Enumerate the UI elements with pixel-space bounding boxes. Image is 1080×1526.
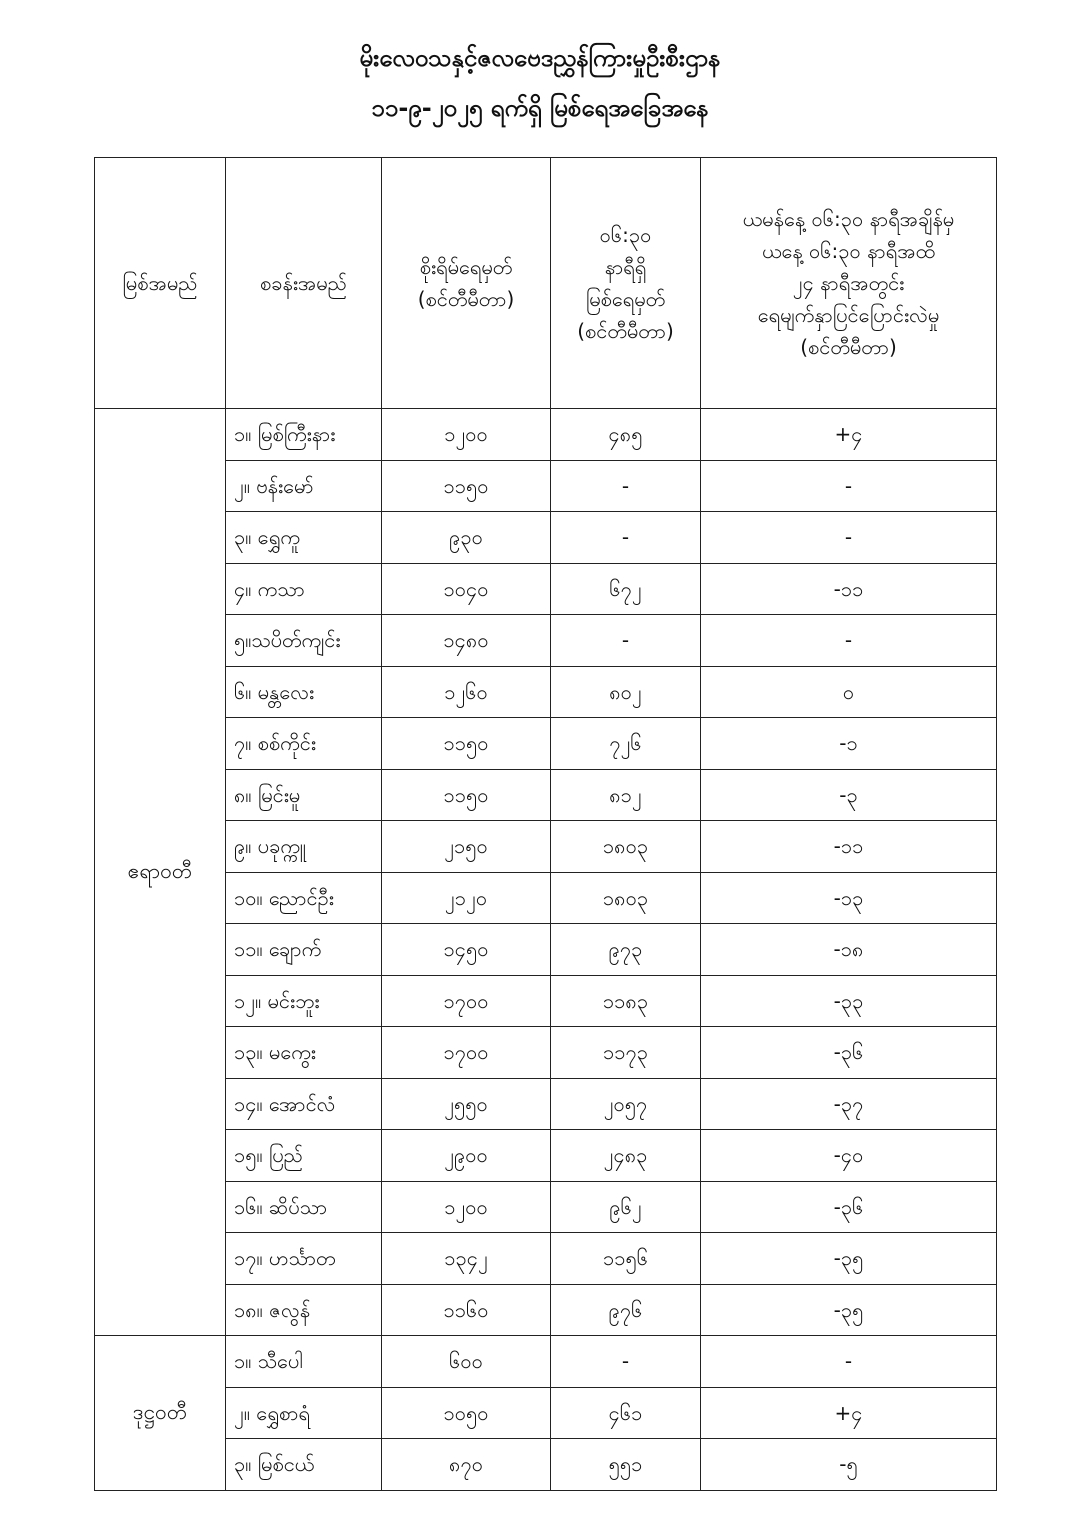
station-cell: ၁၁။ ချောက်	[226, 924, 382, 976]
header-line: စိုးရိမ်ရေမှတ်	[419, 255, 513, 279]
change-cell: -	[701, 1336, 997, 1388]
danger-level-cell: ၁၂၀၀	[382, 409, 551, 461]
danger-level-cell: ၂၁၅၀	[382, 821, 551, 873]
water-level-cell: ၂၀၅၇	[551, 1078, 701, 1130]
water-level-cell: ၆၇၂	[551, 563, 701, 615]
danger-level-cell: ၁၄၈၀	[382, 615, 551, 667]
change-cell: -	[701, 512, 997, 564]
header-water-level	[551, 158, 701, 409]
water-level-cell: ၁၈၀၃	[551, 872, 701, 924]
danger-level-cell: ၁၁၆၀	[382, 1284, 551, 1336]
water-level-cell: ၄၆၁	[551, 1387, 701, 1439]
station-cell: ၄။ ကသာ	[226, 563, 382, 615]
station-cell: ၁၅။ ပြည်	[226, 1130, 382, 1182]
table-row	[95, 1439, 997, 1491]
table-row	[95, 1233, 997, 1285]
table-row	[95, 718, 997, 770]
water-level-cell: ၁၁၅၆	[551, 1233, 701, 1285]
water-level-cell: -	[551, 512, 701, 564]
table-row	[95, 666, 997, 718]
danger-level-cell: ၁၃၄၂	[382, 1233, 551, 1285]
table-row	[95, 1130, 997, 1182]
danger-level-cell: ၁၇၀၀	[382, 975, 551, 1027]
station-cell: ၉။ ပခုက္ကူ	[226, 821, 382, 873]
change-cell: -	[701, 460, 997, 512]
table-row	[95, 1027, 997, 1079]
danger-level-cell: ၁၁၅၀	[382, 460, 551, 512]
water-level-cell: ၁၁၈၃	[551, 975, 701, 1027]
header-danger-level	[382, 158, 551, 409]
station-cell: ၇။ စစ်ကိုင်း	[226, 718, 382, 770]
danger-level-cell: ၁၂၆၀	[382, 666, 551, 718]
water-level-cell: ၈၀၂	[551, 666, 701, 718]
change-cell: -၃၅	[701, 1284, 997, 1336]
change-cell: -၃၅	[701, 1233, 997, 1285]
header-line: (စင်တီမီတာ)	[577, 319, 674, 343]
station-cell: ၈။ မြင်းမူ	[226, 769, 382, 821]
table-row	[95, 1078, 997, 1130]
danger-level-cell: ၁၁၅၀	[382, 769, 551, 821]
change-cell: -၃၇	[701, 1078, 997, 1130]
change-cell: -၁၁	[701, 821, 997, 873]
water-level-cell: ၉၆၂	[551, 1181, 701, 1233]
water-level-cell: ၉၇၆	[551, 1284, 701, 1336]
station-cell: ၁၄။ အောင်လံ	[226, 1078, 382, 1130]
river-name-cell: ဧရာဝတီ	[95, 409, 226, 1336]
header-line: မြစ်ရေမှတ်	[585, 287, 666, 311]
change-cell: -	[701, 615, 997, 667]
header-line: ၂၄ နာရီအတွင်း	[792, 271, 905, 295]
danger-level-cell: ၈၇၀	[382, 1439, 551, 1491]
change-cell: +၄	[701, 1387, 997, 1439]
station-cell: ၁၃။ မကွေး	[226, 1027, 382, 1079]
water-level-cell: ၁၁၇၃	[551, 1027, 701, 1079]
station-cell: ၁၆။ ဆိပ်သာ	[226, 1181, 382, 1233]
change-cell: -၁၁	[701, 563, 997, 615]
water-level-cell: ၁၈၀၃	[551, 821, 701, 873]
danger-level-cell: ၁၂၀၀	[382, 1181, 551, 1233]
station-cell: ၆။ မန္တလေး	[226, 666, 382, 718]
change-cell: -၃၃	[701, 975, 997, 1027]
header-line: (စင်တီမီတာ)	[417, 287, 515, 311]
station-cell: ၂။ ဗန်းမော်	[226, 460, 382, 512]
header-line: ရေမျက်နှာပြင်ပြောင်းလဲမှု	[757, 303, 940, 327]
change-cell: -၄၀	[701, 1130, 997, 1182]
danger-level-cell: ၉၃၀	[382, 512, 551, 564]
table-header-row	[95, 158, 997, 409]
river-name-cell: ဒုဋ္ဌဝတီ	[95, 1336, 226, 1491]
table-row	[95, 460, 997, 512]
station-cell: ၁၈။ ဇလွန်	[226, 1284, 382, 1336]
table-row	[95, 409, 997, 461]
station-cell: ၁၀။ ညောင်ဦး	[226, 872, 382, 924]
table-row	[95, 615, 997, 667]
danger-level-cell: ၂၉၀၀	[382, 1130, 551, 1182]
danger-level-cell: ၁၀၅၀	[382, 1387, 551, 1439]
danger-level-cell: ၂၅၅၀	[382, 1078, 551, 1130]
change-cell: -၃	[701, 769, 997, 821]
change-cell: +၄	[701, 409, 997, 461]
header-line: နာရီရှိ	[604, 255, 647, 279]
water-level-cell: ၉၇၃	[551, 924, 701, 976]
danger-level-cell: ၁၁၅၀	[382, 718, 551, 770]
table-row	[95, 975, 997, 1027]
page-title: မိုးလေဝသနှင့်ဇလဗေဒညွှန်ကြားမှုဦးစီးဌာန	[359, 44, 721, 72]
station-cell: ၁၇။ ဟင်္သာတ	[226, 1233, 382, 1285]
station-cell: ၅။သပိတ်ကျင်း	[226, 615, 382, 667]
water-level-cell: -	[551, 615, 701, 667]
change-cell: -၁	[701, 718, 997, 770]
water-level-cell: ၇၂၆	[551, 718, 701, 770]
table-row	[95, 512, 997, 564]
table-row	[95, 1387, 997, 1439]
table-row	[95, 1181, 997, 1233]
change-cell: -၃၆	[701, 1181, 997, 1233]
water-level-cell: -	[551, 1336, 701, 1388]
danger-level-cell: ၁၄၅၀	[382, 924, 551, 976]
header-station: စခန်းအမည်	[226, 158, 382, 409]
table-row	[95, 821, 997, 873]
change-cell: -၁၈	[701, 924, 997, 976]
water-level-cell: ၅၅၁	[551, 1439, 701, 1491]
change-cell: -၁၃	[701, 872, 997, 924]
station-cell: ၁။ သီပေါ	[226, 1336, 382, 1388]
danger-level-cell: ၁၀၄၀	[382, 563, 551, 615]
water-level-cell: -	[551, 460, 701, 512]
header-line: ၀၆:၃၀	[599, 223, 652, 247]
table-row	[95, 1284, 997, 1336]
change-cell: -၅	[701, 1439, 997, 1491]
table-row	[95, 1336, 997, 1388]
station-cell: ၁။ မြစ်ကြီးနား	[226, 409, 382, 461]
change-cell: -၃၆	[701, 1027, 997, 1079]
table-row	[95, 924, 997, 976]
danger-level-cell: ၂၁၂၀	[382, 872, 551, 924]
station-cell: ၃။ ရွှေကူ	[226, 512, 382, 564]
danger-level-cell: ၁၇၀၀	[382, 1027, 551, 1079]
station-cell: ၂။ ရွှေစာရံ	[226, 1387, 382, 1439]
danger-level-cell: ၆၀၀	[382, 1336, 551, 1388]
water-level-cell: ၄၈၅	[551, 409, 701, 461]
header-line: (စင်တီမီတာ)	[800, 335, 897, 359]
water-level-cell: ၈၁၂	[551, 769, 701, 821]
header-line: ယမန်နေ့ ၀၆:၃၀ နာရီအချိန်မှ	[742, 207, 955, 231]
water-level-cell: ၂၄၈၃	[551, 1130, 701, 1182]
station-cell: ၁၂။ မင်းဘူး	[226, 975, 382, 1027]
header-river: မြစ်အမည်	[95, 158, 226, 409]
header-line: ယနေ့ ၀၆:၃၀ နာရီအထိ	[762, 239, 935, 263]
change-cell: ၀	[701, 666, 997, 718]
page-subtitle: ၁၁-၉-၂၀၂၅ ရက်ရှိ မြစ်ရေအခြေအနေ	[371, 94, 709, 122]
table-row	[95, 872, 997, 924]
river-level-table	[94, 157, 997, 1491]
header-24h-change	[701, 158, 997, 409]
table-row	[95, 563, 997, 615]
table-row	[95, 769, 997, 821]
station-cell: ၃။ မြစ်ငယ်	[226, 1439, 382, 1491]
